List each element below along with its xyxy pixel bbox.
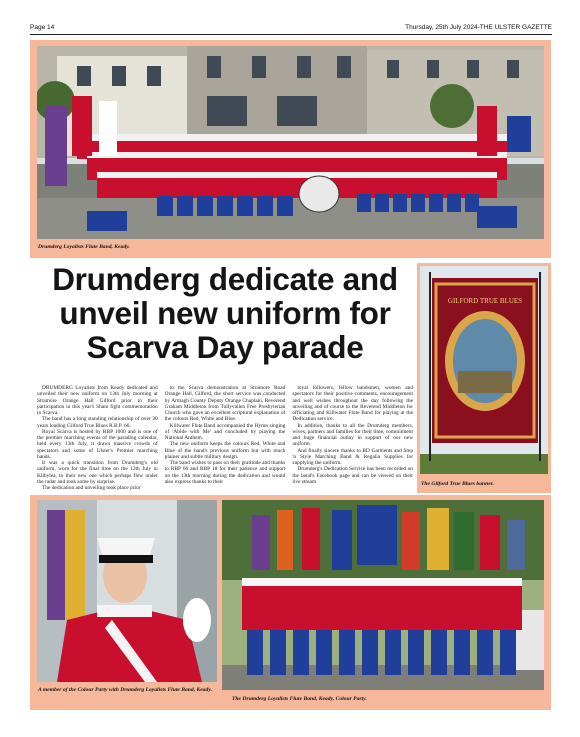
- paragraph: Royal Scarva is hosted by RBP 1000 and is one of the premier marching events of the parading calendar, held every 13th July, it draws massive crowds of spectators and some of Ulster's Premier marching bands.: [37, 428, 158, 460]
- paragraph: DRUMDERG Loyalists from Keady dedicated and unveiled their new uniform on 13th July morning at Stramore Orange Hall Gilford prior to their participation in this year's Sham fight commemoration in Scarva.: [37, 385, 158, 416]
- banner-photo: [420, 266, 548, 474]
- banner-lettering: GILFORD TRUE BLUES: [447, 297, 523, 305]
- article-body: [37, 385, 413, 491]
- paragraph: The new uniform keeps the colours Red, White and Blue of the band's previous uniform but with much plainer and subtle military design.: [164, 441, 286, 460]
- article-headline: Drumderg dedicate and unveil new uniform for Scarva Day parade: [52, 261, 398, 365]
- banner-image: [420, 266, 548, 474]
- member-photo-caption: A member of the Colour Party with Drumderg Loyalists Flute Band, Keady.: [38, 687, 212, 693]
- article-column-1: [37, 385, 158, 491]
- colour-party-photo: [222, 500, 544, 690]
- paragraph: In addition, thanks to all the Drumderg members, wives, partners and families for their time, commitment and huge financial outlay in support of our new uniform.: [292, 422, 414, 448]
- header-rule: [30, 34, 552, 35]
- page-number: Page 14: [30, 24, 55, 31]
- article-column-2: [165, 385, 286, 491]
- top-photo-caption: Drumderg Loyalists Flute Band, Keady.: [38, 244, 130, 250]
- paragraph: Killwater Flute Band accompanied the Hymn singing of 'Abide with Me' and concluded by playing the National Anthem.: [164, 422, 286, 441]
- paragraph: The dedication and unveiling took place prior: [42, 485, 141, 491]
- band-group-photo: [37, 46, 544, 239]
- colour-party-image: [222, 500, 544, 690]
- paragraph: It was a quick transition from Drumderg's old uniform, worn for the final time on the 12th July in Kilbylea, to their new one which perhaps flew under the radar and took some by surprise.: [37, 460, 158, 485]
- colour-party-member-photo: [37, 500, 217, 682]
- member-image: [37, 500, 217, 682]
- paragraph: The band wishes to pass on their gratitude and thanks to RBP 66 and RBP 18 for their patience and support on the 13th morning during the dedication and would also express thanks to their: [164, 460, 286, 485]
- publication-date: Thursday, 25th July 2024-THE ULSTER GAZETTE: [405, 24, 552, 31]
- article-column-3: [292, 385, 413, 491]
- paragraph: And finally sincere thanks to BD Garments and Step 'n Style Marching Band & Regalia Supplies for supplying the uniform.: [292, 447, 414, 466]
- banner-photo-caption: The Gilford True Blues banner.: [421, 481, 494, 487]
- paragraph: to the Scarva demonstration at Stramore Road Orange Hall, Gilford, the short service was conducted by Armagh County Deputy Orange Chaplain, Reverend Graham Middleton from Tullyvallen Free Presbyterian Church who gave an excellent scriptural explanation of the colours Red, White and Blue.: [164, 385, 286, 423]
- page-header: [30, 24, 552, 34]
- band-group-image: [37, 46, 544, 239]
- colour-party-photo-caption: The Drumderg Loyalists Flute Band, Keady, Colour Party.: [232, 696, 367, 702]
- paragraph: loyal followers, fellow bandsmen, women and spectators for their positive comments, encouragement and well wishes throughout the day following the unveiling and of course to the Reverend Middleton for officiating and Killwater Flute Band for playing at the Dedication service.: [292, 385, 414, 423]
- paragraph: The band has a long standing relationship of over 30 years leading Gilford True Blues R.B.P. 66.: [37, 416, 158, 429]
- paragraph: Drumderg's Dedication Service has been recorded on the band's Facebook page and can be viewed on their live stream: [292, 466, 414, 485]
